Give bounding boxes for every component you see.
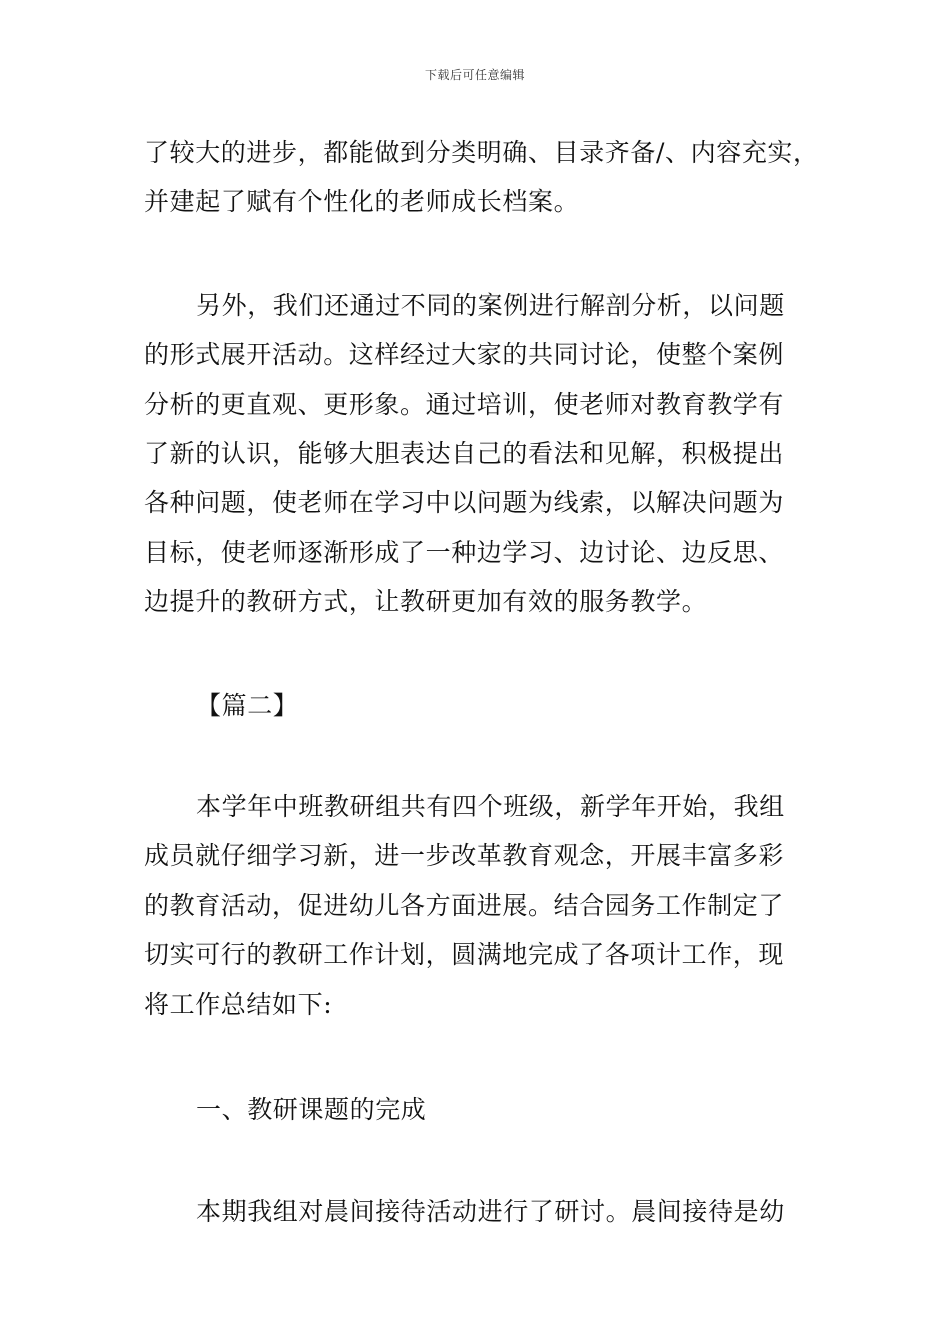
section-heading: 【篇二】	[196, 690, 299, 720]
text-line: 并建起了赋有个性化的老师成长档案。	[144, 187, 580, 217]
text-line: 分析的更直观、更形象。通过培训，使老师对教育教学有	[144, 389, 785, 419]
text-line: 切实可行的教研工作计划，圆满地完成了各项计工作，现	[144, 940, 785, 970]
text-line: 另外，我们还通过不同的案例进行解剖分析，以问题	[196, 290, 785, 320]
text-line: 本期我组对晨间接待活动进行了研讨。晨间接待是幼	[196, 1196, 785, 1226]
text-line: 将工作总结如下:	[144, 989, 333, 1019]
document-body	[144, 128, 819, 1236]
paragraph-case-analysis	[144, 281, 816, 627]
subheading-research-topic	[144, 1085, 816, 1134]
text-line: 各种问题，使老师在学习中以问题为线索，以解决问题为	[144, 488, 785, 518]
text-line: 目标，使老师逐渐形成了一种边学习、边讨论、边反思、	[144, 537, 785, 567]
section-heading-part-two	[144, 681, 816, 730]
page-header: 下载后可任意编辑	[424, 68, 525, 82]
text-line: 的形式展开活动。这样经过大家的共同讨论，使整个案例	[144, 340, 785, 370]
paragraph-intro	[144, 782, 816, 1029]
paragraph-morning-reception	[144, 1187, 816, 1236]
text-line: 边提升的教研方式，让教研更加有效的服务教学。	[144, 587, 708, 617]
text-line: 了较大的进步，都能做到分类明确、目录齐备/、内容充实，	[144, 138, 819, 167]
subheading: 一、教研课题的完成	[196, 1095, 427, 1125]
text-line: 成员就仔细学习新，进一步改革教育观念，开展丰富多彩	[144, 841, 785, 871]
text-line: 了新的认识，能够大胆表达自己的看法和见解，积极提出	[144, 439, 785, 469]
text-line: 的教育活动，促进幼儿各方面进展。结合园务工作制定了	[144, 890, 785, 920]
text-line: 本学年中班教研组共有四个班级，新学年开始，我组	[196, 792, 785, 822]
paragraph-continuation	[144, 128, 819, 227]
